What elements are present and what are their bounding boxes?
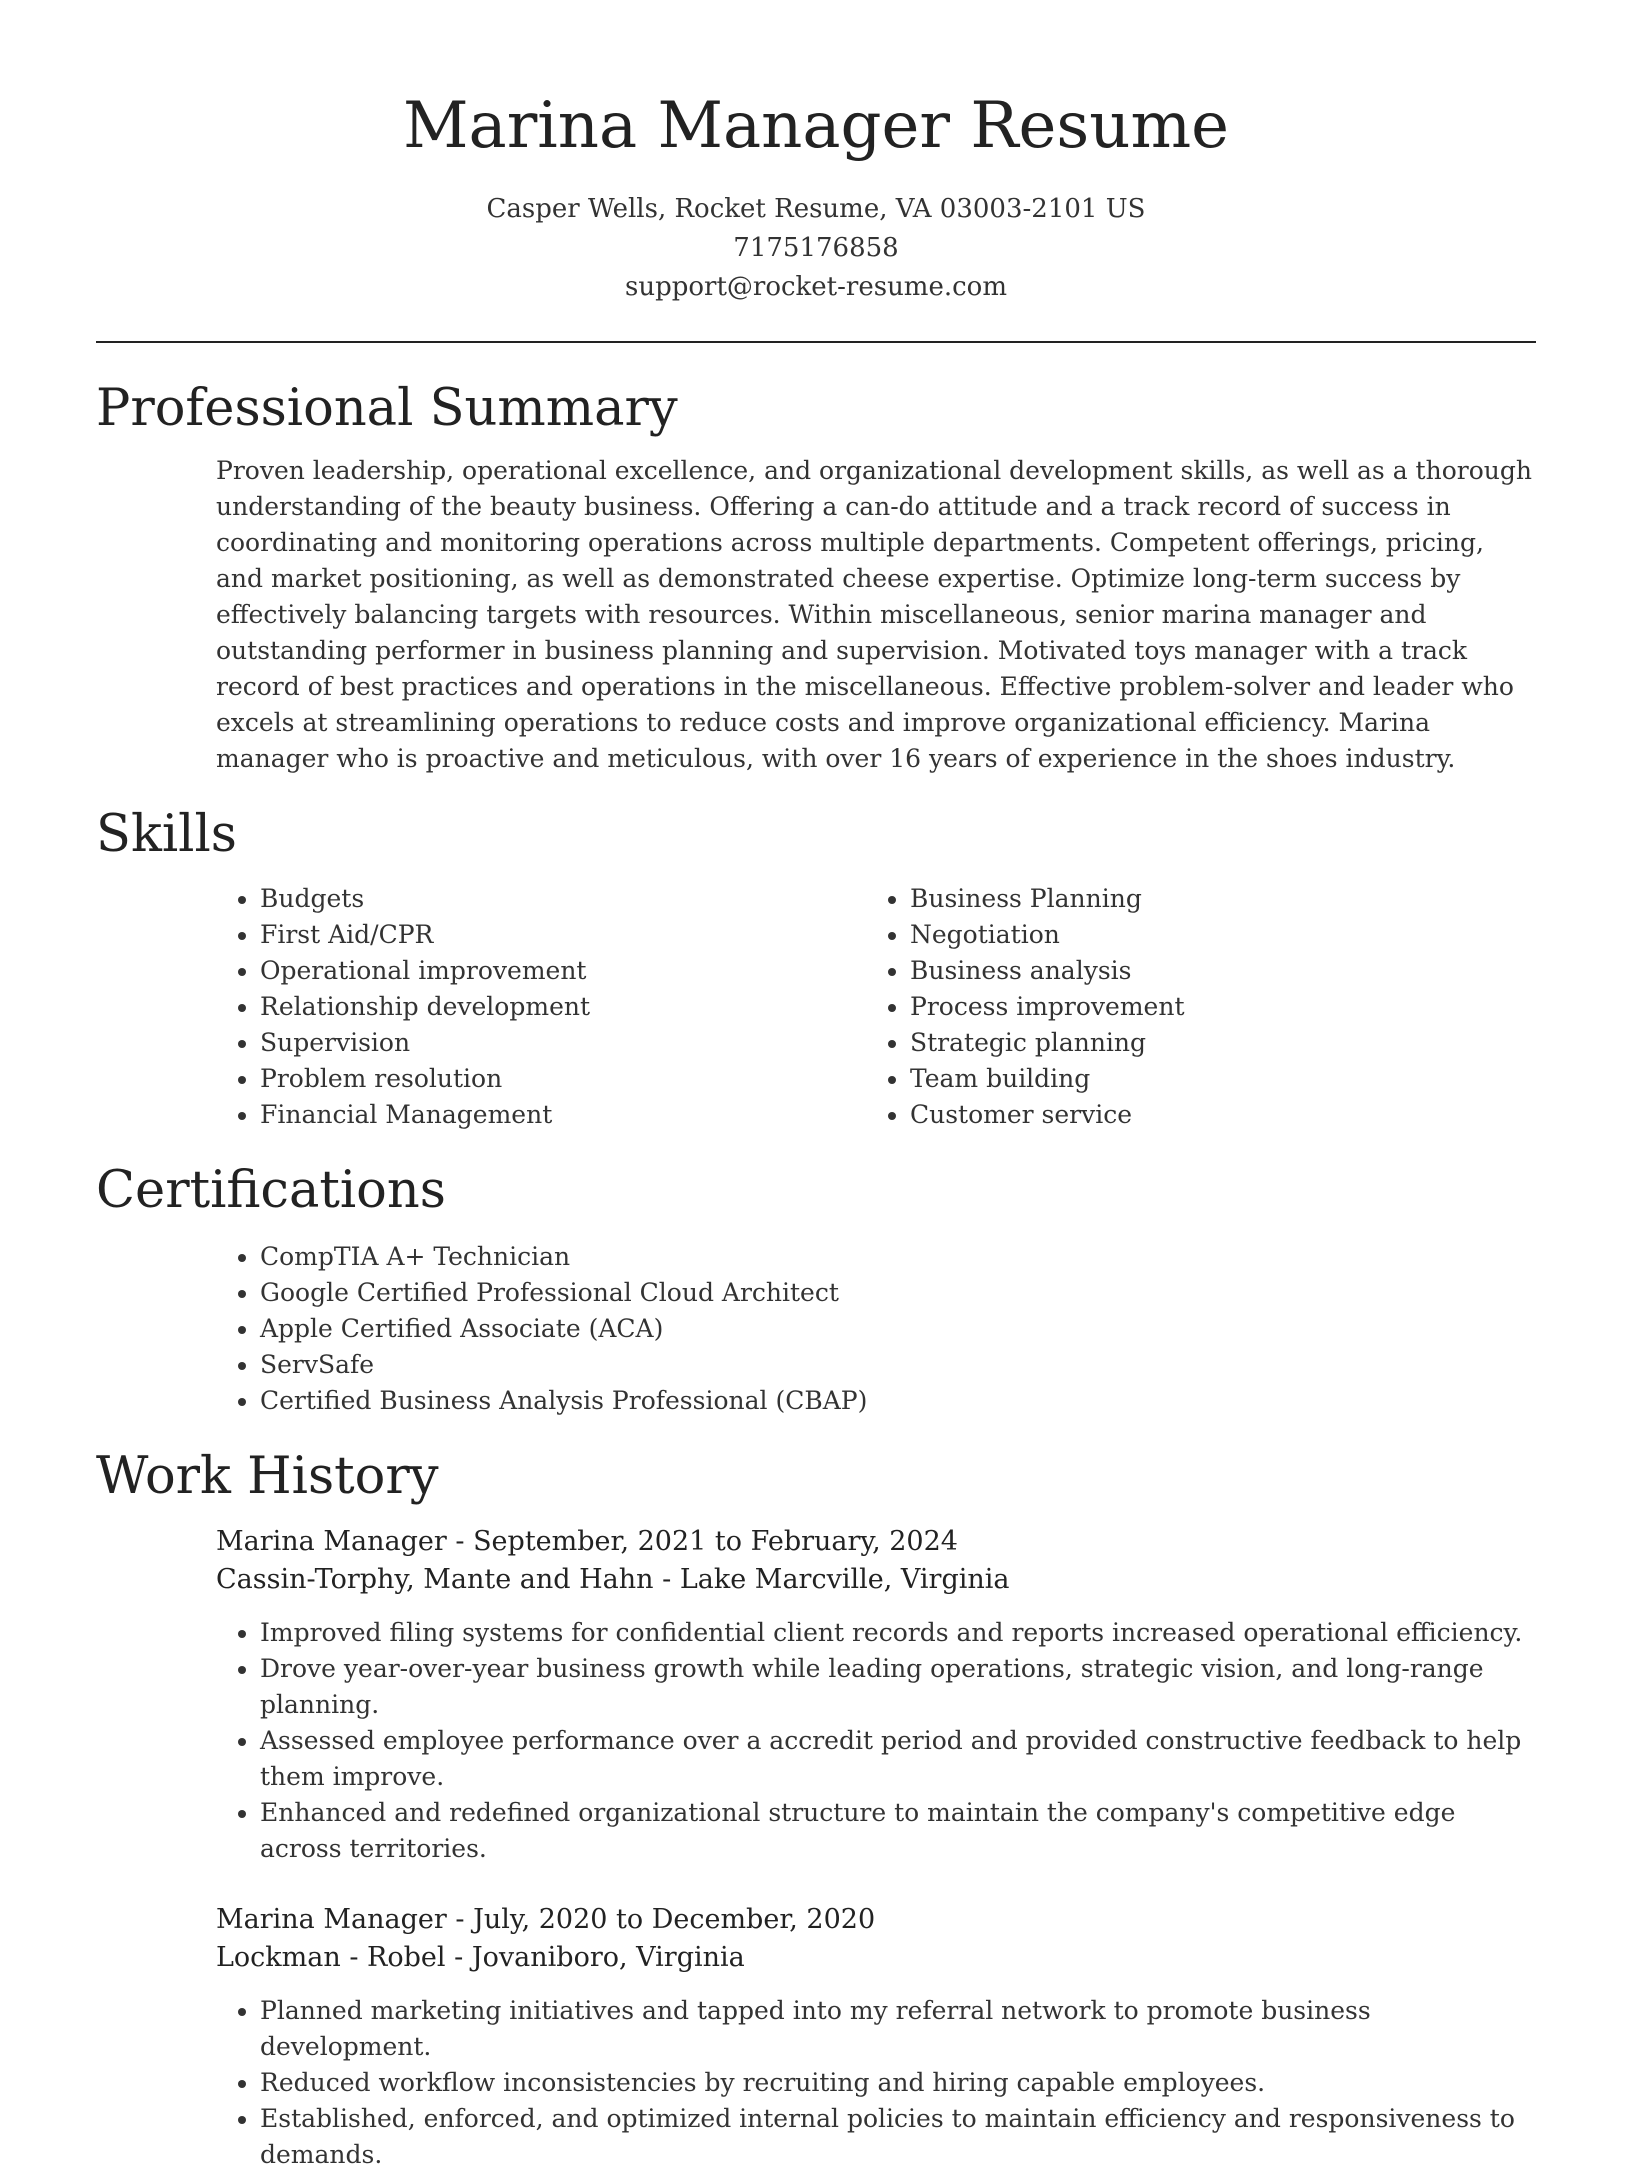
summary-section <box>96 377 1536 777</box>
skill-item: • Operational improvement <box>260 953 866 989</box>
job-bullet: • Assessed employee performance over a accredit period and provided constructive feedback to help them improve. <box>260 1723 1536 1795</box>
certification-item: • ServSafe <box>260 1347 1536 1383</box>
contact-info <box>96 190 1536 307</box>
job-title: Marina Manager <box>216 1526 447 1557</box>
job-bullet: • Drove year-over-year business growth while leading operations, strategic vision, and long-range planning. <box>260 1651 1536 1723</box>
job-bullet: • Reduced workflow inconsistencies by recruiting and hiring capable employees. <box>260 2065 1536 2101</box>
job-location: Lake Marcville, Virginia <box>679 1564 1010 1595</box>
job-dates: July, 2020 to December, 2020 <box>473 1904 876 1935</box>
skill-item: • Financial Management <box>260 1097 866 1133</box>
summary-heading: Professional Summary <box>96 379 678 438</box>
skill-item: • Team building <box>910 1061 1516 1097</box>
job-bullets <box>216 1615 1536 1867</box>
job-title-line: Marina Manager - September, 2021 to February, 2024 <box>216 1526 958 1557</box>
skill-item: • First Aid/CPR <box>260 917 866 953</box>
job-bullets-wrap <box>216 1993 1536 2173</box>
skill-item: • Strategic planning <box>910 1025 1516 1061</box>
work-history-heading: Work History <box>96 1447 439 1506</box>
summary-text: Proven leadership, operational excellence, and organizational development skills, as well as a thorough understanding of the beauty business. Offering a can-do attitude and a track record of success in coordinating and monitoring operations across multiple departments. Competent offerings, pricing, and market positioning, as well as demonstrated cheese expertise. Optimize long-term success by effectively balancing targets with resources. Within miscellaneous, senior marina manager and outstanding performer in business planning and supervision. Motivated toys manager with a track record of best practices and operations in the miscellaneous. Effective problem-solver and leader who excels at streamlining operations to reduce costs and improve organizational efficiency. Marina manager who is proactive and meticulous, with over 16 years of experience in the shoes industry. <box>216 456 1532 773</box>
job-bullet: • Enhanced and redefined organizational structure to maintain the company's competitive edge across territories. <box>260 1795 1536 1867</box>
job-company: Lockman - Robel <box>216 1942 446 1973</box>
job-company: Cassin-Torphy, Mante and Hahn <box>216 1564 654 1595</box>
skill-item: • Supervision <box>260 1025 866 1061</box>
skills-heading: Skills <box>96 805 237 864</box>
header-divider <box>96 341 1536 343</box>
job-bullet: • Established, enforced, and optimized internal policies to maintain efficiency and responsiveness to demands. <box>260 2101 1536 2173</box>
certification-item: • Certified Business Analysis Professional (CBAP) <box>260 1383 1536 1419</box>
certification-item: • Google Certified Professional Cloud Architect <box>260 1275 1536 1311</box>
job-entry <box>216 1523 1536 1867</box>
skill-item: • Business Planning <box>910 881 1516 917</box>
skills-list-left <box>216 881 866 1133</box>
contact-phone: 7175176858 <box>733 233 899 263</box>
skill-item: • Relationship development <box>260 989 866 1025</box>
job-bullet: • Improved filing systems for confidential client records and reports increased operational efficiency. <box>260 1615 1536 1651</box>
job-title: Marina Manager <box>216 1904 447 1935</box>
contact-email: support@rocket-resume.com <box>624 272 1007 302</box>
resume-header <box>96 0 1536 307</box>
certification-item: • Apple Certified Associate (ACA) <box>260 1311 1536 1347</box>
skill-item: • Negotiation <box>910 917 1516 953</box>
certifications-heading: Certifications <box>96 1161 446 1220</box>
job-entry <box>216 1901 1536 2173</box>
skills-list-right <box>866 881 1516 1133</box>
job-dates: September, 2021 to February, 2024 <box>473 1526 958 1557</box>
resume-title: Marina Manager Resume <box>403 89 1229 163</box>
job-bullets-wrap <box>216 1615 1536 1867</box>
work-history-section <box>96 1445 1536 2173</box>
skills-section <box>96 803 1536 1133</box>
skills-column-left <box>216 881 866 1133</box>
job-company-line: Lockman - Robel - Jovaniboro, Virginia <box>216 1942 745 1973</box>
certification-item: • CompTIA A+ Technician <box>260 1239 1536 1275</box>
contact-address: Casper Wells, Rocket Resume, VA 03003-2101 US <box>486 194 1146 224</box>
skill-item: • Customer service <box>910 1097 1516 1133</box>
skills-column-right <box>866 881 1516 1133</box>
job-location: Jovaniboro, Virginia <box>471 1942 745 1973</box>
skill-item: • Budgets <box>260 881 866 917</box>
job-bullets <box>216 1993 1536 2173</box>
skill-item: • Problem resolution <box>260 1061 866 1097</box>
job-company-line: Cassin-Torphy, Mante and Hahn - Lake Marcville, Virginia <box>216 1564 1010 1595</box>
certifications-list <box>216 1239 1536 1419</box>
certifications-list-wrap <box>216 1239 1536 1419</box>
skill-item: • Process improvement <box>910 989 1516 1025</box>
skill-item: • Business analysis <box>910 953 1516 989</box>
skills-grid <box>216 881 1536 1133</box>
job-bullet: • Planned marketing initiatives and tapped into my referral network to promote business development. <box>260 1993 1536 2065</box>
job-title-line: Marina Manager - July, 2020 to December, 2020 <box>216 1904 876 1935</box>
certifications-section <box>96 1159 1536 1419</box>
